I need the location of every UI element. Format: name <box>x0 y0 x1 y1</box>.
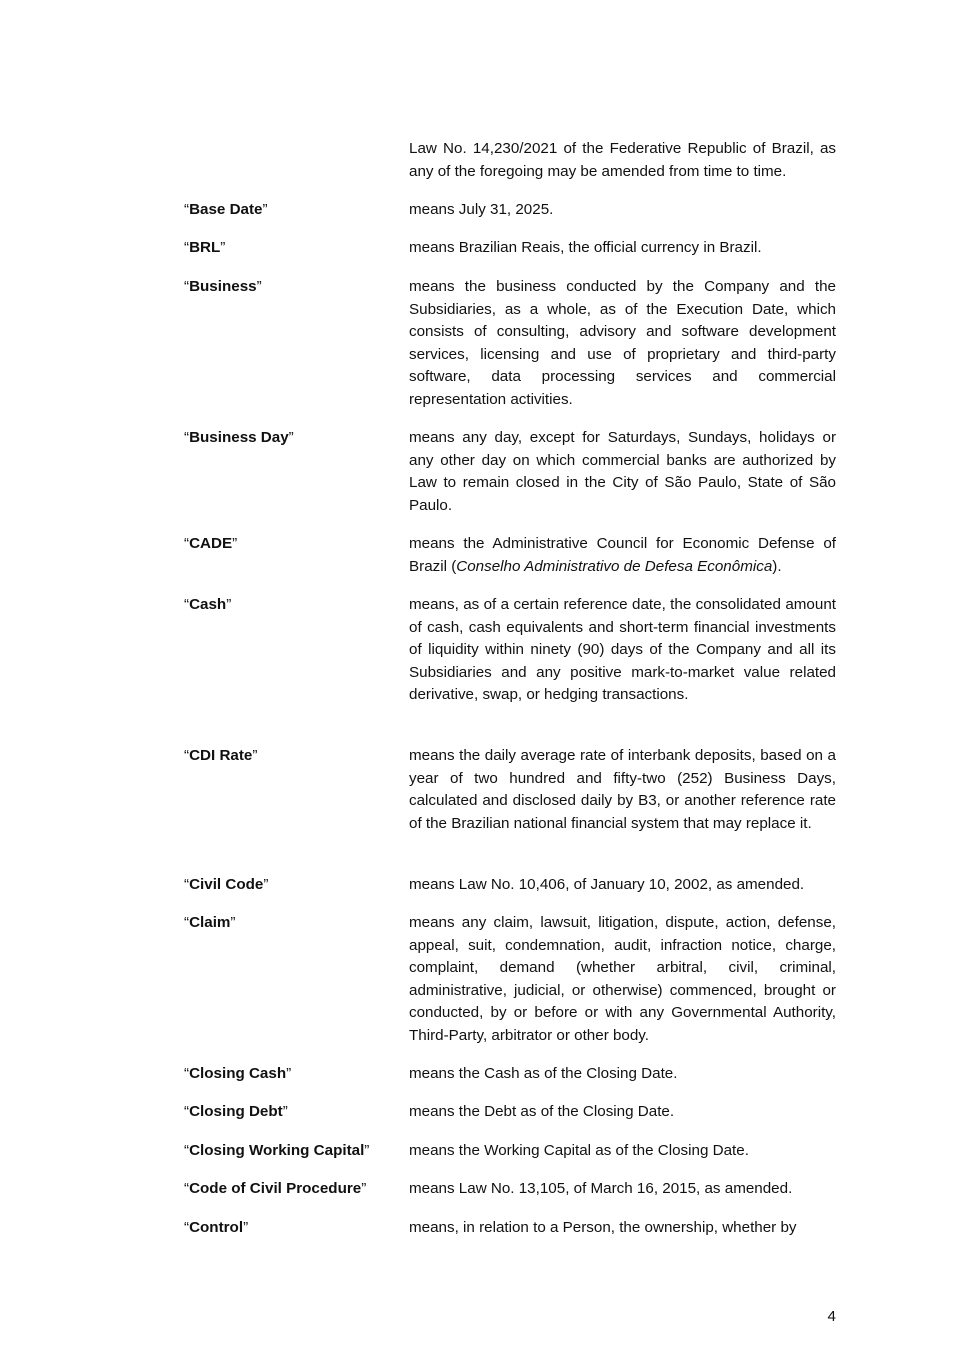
term-text: Civil Code <box>189 876 264 893</box>
defined-term: “Control” <box>184 1219 249 1236</box>
defined-term: “Cash” <box>184 596 232 613</box>
term-text: Business Day <box>189 429 289 446</box>
term-text: Claim <box>189 914 231 931</box>
definition-text: means the Working Capital as of the Closing Date. <box>409 1142 749 1159</box>
definition-text: means the Administrative Council for Economic Defense of Brazil (Conselho Administrativo de Defesa Econômica). <box>409 535 836 575</box>
definition-text: means Brazilian Reais, the official currency in Brazil. <box>409 239 762 256</box>
defined-term: “Closing Working Capital” <box>184 1142 370 1159</box>
term-text: Cash <box>189 596 227 613</box>
definition-text: means the daily average rate of interbank deposits, based on a year of two hundred and fifty-two (252) Business Days, calculated and disclosed daily by B3, or another reference rate of the Brazilian national financial system that may replace it. <box>409 747 836 832</box>
italic-portuguese-name: Conselho Administrativo de Defesa Econômica <box>456 557 773 575</box>
definition-text: means any day, except for Saturdays, Sundays, holidays or any other day on which commercial banks are authorized by Law to remain closed in the City of São Paulo, State of São Paulo. <box>409 429 836 514</box>
defined-term: “Closing Cash” <box>184 1065 292 1082</box>
term-text: Control <box>189 1219 244 1236</box>
defined-term: “Business” <box>184 278 262 295</box>
definition-text: means the Debt as of the Closing Date. <box>409 1103 675 1120</box>
definition-text: means Law No. 10,406, of January 10, 2002, as amended. <box>409 876 805 893</box>
defined-term: “Civil Code” <box>184 876 269 893</box>
definition-text: means, in relation to a Person, the ownership, whether by <box>409 1219 797 1236</box>
term-text: Code of Civil Procedure <box>189 1180 362 1197</box>
term-text: CADE <box>189 535 233 552</box>
term-text: Closing Debt <box>189 1103 283 1120</box>
defined-term: “CDI Rate” <box>184 747 258 764</box>
term-text: BRL <box>189 239 221 256</box>
defined-term: “Closing Debt” <box>184 1103 288 1120</box>
defined-term: “Claim” <box>184 914 236 931</box>
definition-text: means July 31, 2025. <box>409 201 554 218</box>
definition-text: means, as of a certain reference date, the consolidated amount of cash, cash equivalents and short-term financial investments of liquidity within ninety (90) days of the Company and all its Subsidiaries and any positive mark-to-market value related derivative, swap, or hedging transactions. <box>409 596 836 704</box>
definition-text: means Law No. 13,105, of March 16, 2015, as amended. <box>409 1180 793 1197</box>
term-text: CDI Rate <box>189 747 253 764</box>
definition-text: means the Cash as of the Closing Date. <box>409 1065 678 1082</box>
defined-term: “Base Date” <box>184 201 268 218</box>
continuation-paragraph: Law No. 14,230/2021 of the Federative Republic of Brazil, as any of the foregoing may be amended from time to time. <box>409 140 836 180</box>
defined-term: “CADE” <box>184 535 238 552</box>
term-text: Closing Working Capital <box>189 1142 365 1159</box>
defined-term: “Business Day” <box>184 429 294 446</box>
defined-term: “BRL” <box>184 239 226 256</box>
defined-term: “Code of Civil Procedure” <box>184 1180 367 1197</box>
term-text: Business <box>189 278 257 295</box>
term-text: Closing Cash <box>189 1065 287 1082</box>
definition-text: means the business conducted by the Company and the Subsidiaries, as a whole, as of the Execution Date, which consists of consulting, advisory and software development services, licensing and use of proprietary and third-party software, data processing services and commercial representation activities. <box>409 278 836 408</box>
page-number: 4 <box>827 1308 836 1325</box>
term-text: Base Date <box>189 201 263 218</box>
definition-text: means any claim, lawsuit, litigation, dispute, action, defense, appeal, suit, condemnation, audit, infraction notice, charge, complaint, demand (whether arbitral, civil, criminal, administrative, judicial, or otherwise) commenced, brought or conducted, by or before or with any Governmental Authority, Third-Party, arbitrator or other body. <box>409 914 836 1044</box>
